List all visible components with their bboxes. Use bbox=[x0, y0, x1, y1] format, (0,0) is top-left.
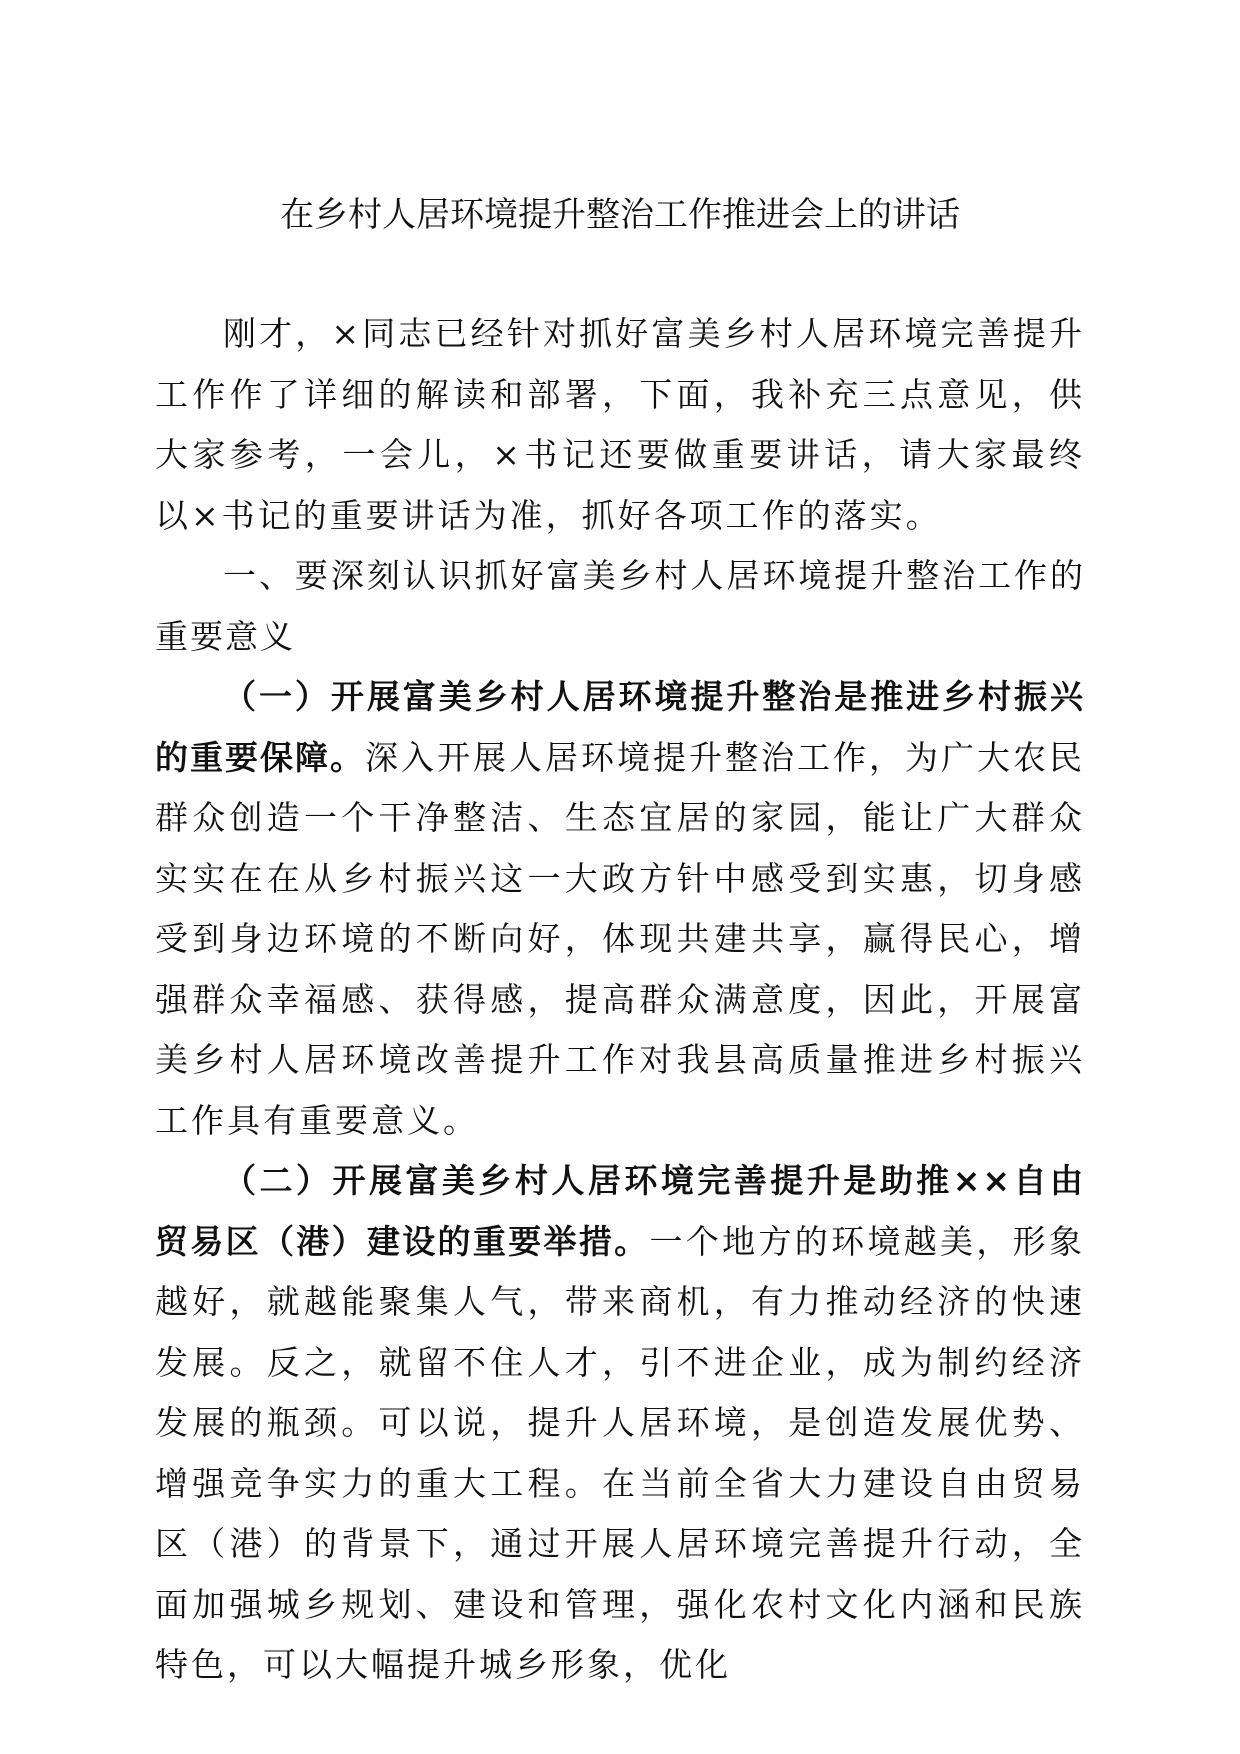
section-heading: 一、要深刻认识抓好富美乡村人居环境提升整治工作的重要意义 bbox=[155, 556, 1085, 656]
point-1-lead: （一）开展富美乡村人居环境提升整治是推进乡村振兴的重要保障。 bbox=[155, 677, 1085, 777]
intro-paragraph: 刚才，×同志已经针对抓好富美乡村人居环境完善提升工作作了详细的解读和部署，下面，我补充三点意见，供大家参考，一会儿，×书记还要做重要讲话，请大家最终以×书记的重要讲话为准，抓好各项工作的落实。 bbox=[155, 314, 1085, 535]
document-body bbox=[155, 304, 1085, 1696]
point-2-body: 一个地方的环境越美，形象越好，就越能聚集人气，带来商机，有力推动经济的快速发展。反之，就留不住人才，引不进企业，成为制约经济发展的瓶颈。可以说，提升人居环境，是创造发展优势、增强竞争实力的重大工程。在当前全省大力建设自由贸易区（港）的背景下，通过开展人居环境完善提升行动，全面加强城乡规划、建设和管理，强化农村文化内涵和民族特色，可以大幅提升城乡形象，优化 bbox=[155, 1221, 1086, 1684]
point-2-paragraph bbox=[155, 1151, 1085, 1696]
document-title: 在乡村人居环境提升整治工作推进会上的讲话 bbox=[280, 195, 960, 235]
point-2-lead: （二）开展富美乡村人居环境完善提升是助推××自由贸易区（港）建设的重要举措。 bbox=[155, 1161, 1085, 1261]
point-1-paragraph bbox=[155, 667, 1085, 1151]
point-1-body: 深入开展人居环境提升整治工作，为广大农民群众创造一个干净整洁、生态宜居的家园，能让广大群众实实在在从乡村振兴这一大政方针中感受到实惠，切身感受到身边环境的不断向好，体现共建共享，赢得民心，增强群众幸福感、获得感，提高群众满意度，因此，开展富美乡村人居环境改善提升工作对我县高质量推进乡村振兴工作具有重要意义。 bbox=[155, 737, 1085, 1140]
